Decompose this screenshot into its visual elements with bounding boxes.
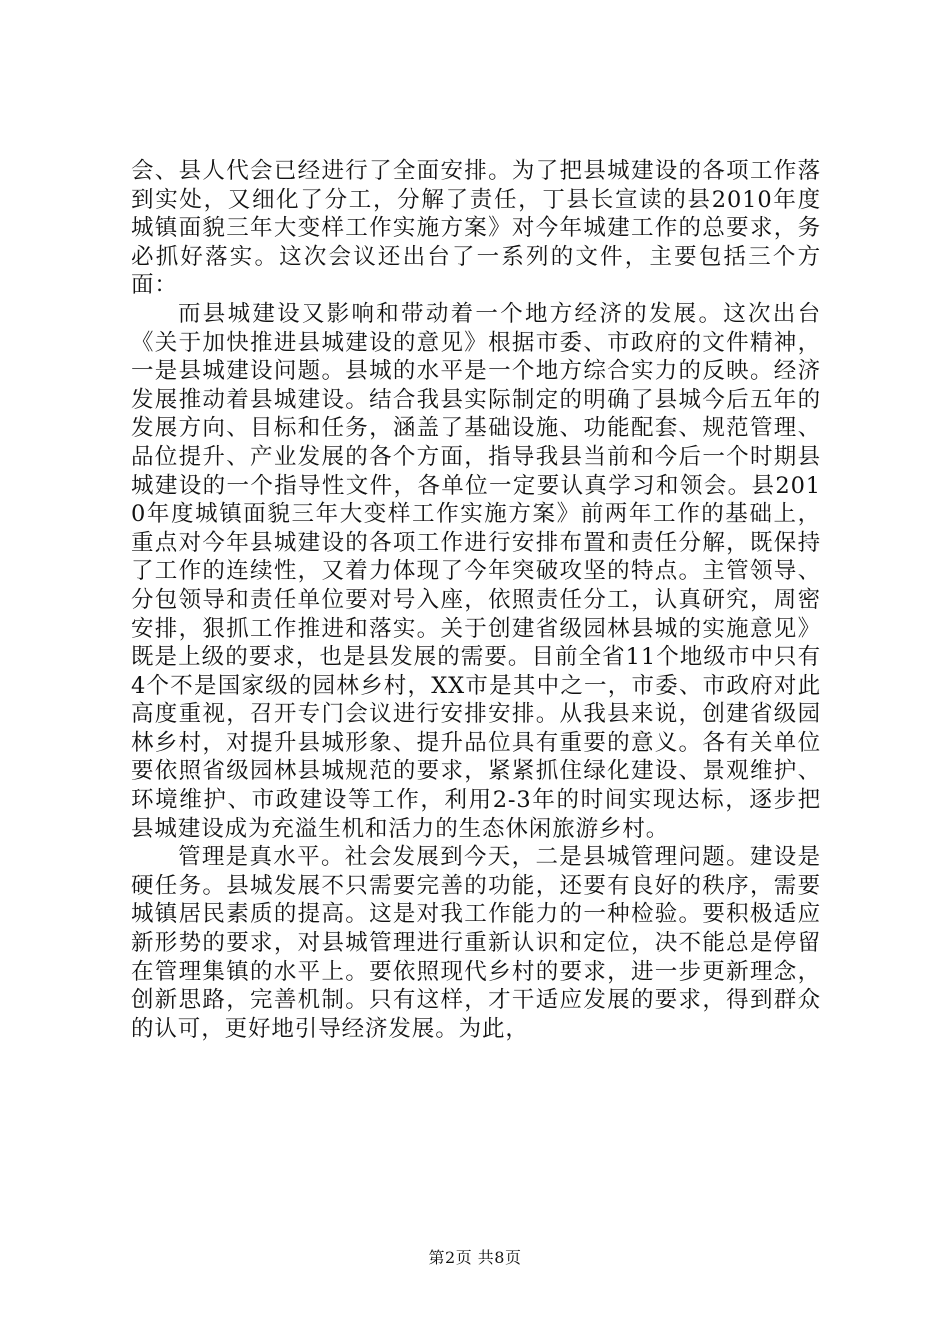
paragraph-1: 会、县人代会已经进行了全面安排。为了把县城建设的各项工作落到实处，又细化了分工，分解了责任，丁县长宣读的县2010年度城镇面貌三年大变样工作实施方案》对今年城建工作的总要求，务必抓好落实。这次会议还出台了一系列的文件，主要包括三个方面： bbox=[131, 158, 821, 299]
page-total: 共8页 bbox=[477, 1248, 522, 1267]
paragraph-3: 管理是真水平。社会发展到今天，二是县城管理问题。建设是硬任务。县城发展不只需要完善的功能，还要有良好的秩序，需要城镇居民素质的提高。这是对我工作能力的一种检验。要积极适应新形势的要求，对县城管理进行重新认识和定位，决不能总是停留在管理集镇的水平上。要依照现代乡村的要求，进一步更新理念，创新思路，完善机制。只有这样，才干适应发展的要求，得到群众的认可，更好地引导经济发展。为此， bbox=[131, 844, 821, 1042]
page-number: 第2页 bbox=[428, 1248, 473, 1267]
paragraph-2: 而县城建设又影响和带动着一个地方经济的发展。这次出台《关于加快推进县城建设的意见》根据市委、市政府的文件精神，一是县城建设问题。县城的水平是一个地方综合实力的反映。经济发展推动着县城建设。结合我县实际制定的明确了县城今后五年的发展方向、目标和任务，涵盖了基础设施、功能配套、规范管理、品位提升、产业发展的各个方面，指导我县当前和今后一个时期县城建设的一个指导性文件，各单位一定要认真学习和领会。县2010年度城镇面貌三年大变样工作实施方案》前两年工作的基础上，重点对今年县城建设的各项工作进行安排布置和责任分解，既保持了工作的连续性，又着力体现了今年突破攻坚的特点。主管领导、分包领导和责任单位要对号入座，依照责任分工，认真研究，周密安排，狠抓工作推进和落实。关于创建省级园林县城的实施意见》既是上级的要求，也是县发展的需要。目前全省11个地级市中只有4个不是国家级的园林乡村，XX市是其中之一，市委、市政府对此高度重视，召开专门会议进行安排安排。从我县来说，创建省级园林乡村，对提升县城形象、提升品位具有重要的意义。各有关单位要依照省级园林县城规范的要求，紧紧抓住绿化建设、景观维护、环境维护、市政建设等工作，利用2-3年的时间实现达标，逐步把县城建设成为充溢生机和活力的生态休闲旅游乡村。 bbox=[131, 300, 821, 842]
page-footer bbox=[0, 1248, 950, 1268]
document-body bbox=[131, 157, 821, 1043]
